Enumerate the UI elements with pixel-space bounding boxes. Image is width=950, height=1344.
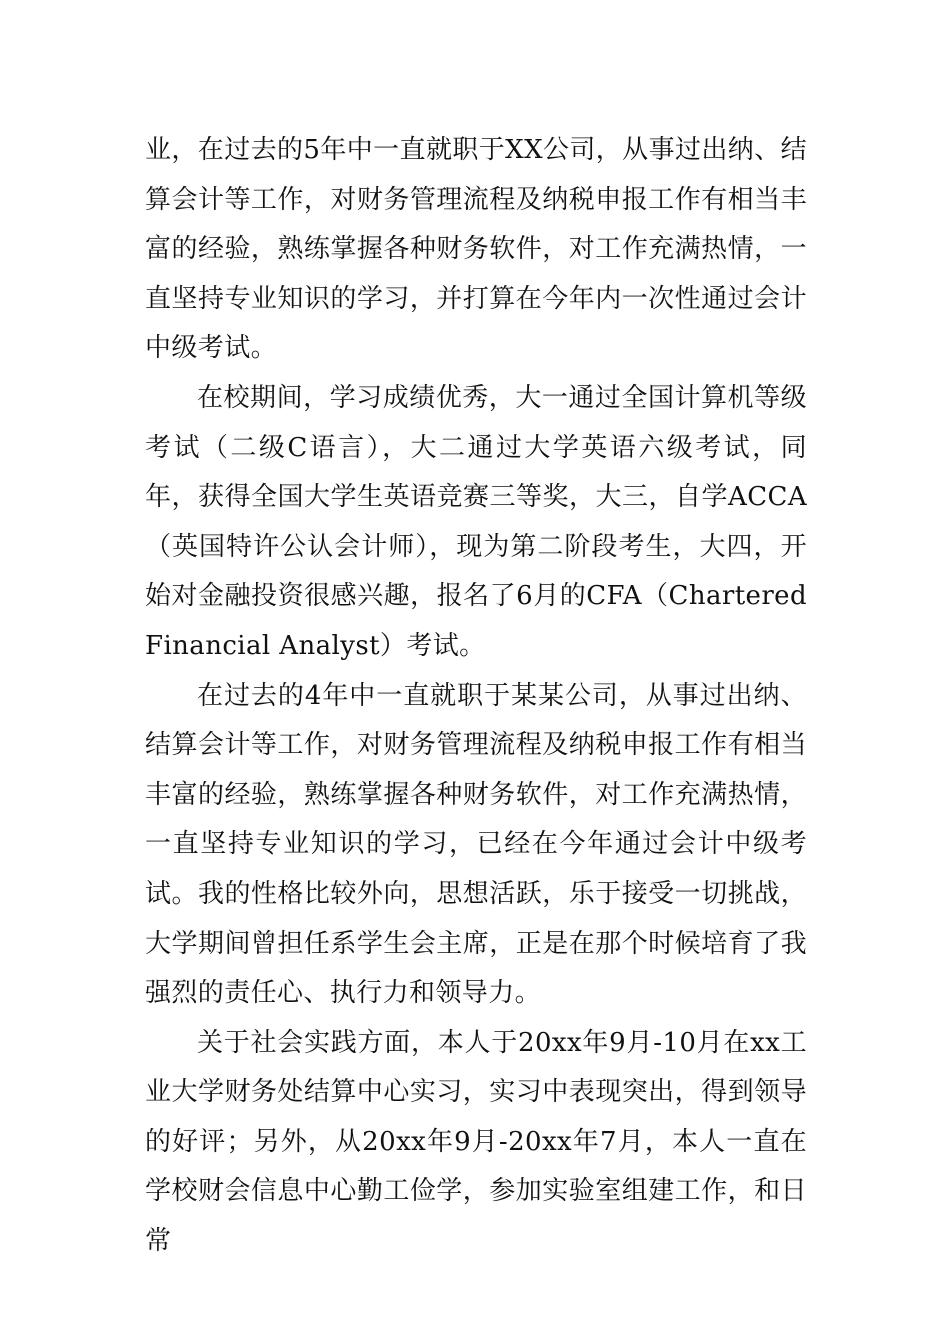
paragraph-social-practice: 关于社会实践方面，本人于20xx年9月-10月在xx工业大学财务处结算中心实习，实习中表现突出，得到领导的好评；另外，从20xx年9月-20xx年7月，本人一直在学校财会信息中心勤工俭学，参加实验室组建工作，和日常 — [145, 1027, 807, 1257]
paragraph-school-achievements: 在校期间，学习成绩优秀，大一通过全国计算机等级考试（二级C语言），大二通过大学英语六级考试，同年，获得全国大学生英语竞赛三等奖，大三，自学ACCA（英国特许公认会计师），现为第二阶段考生，大四，开始对金融投资很感兴趣，报名了6月的CFA（Chartered Financial Analyst）考试。 — [145, 382, 807, 661]
paragraph-work-experience-personality: 在过去的4年中一直就职于某某公司，从事过出纳、结算会计等工作，对财务管理流程及纳税申报工作有相当丰富的经验，熟练掌握各种财务软件，对工作充满热情，一直坚持专业知识的学习，已经在今年通过会计中级考试。我的性格比较外向，思想活跃，乐于接受一切挑战，大学期间曾担任系学生会主席，正是在那个时候培育了我强烈的责任心、执行力和领导力。 — [145, 680, 807, 1009]
paragraph-work-experience-continued: 业，在过去的5年中一直就职于XX公司，从事过出纳、结算会计等工作，对财务管理流程及纳税申报工作有相当丰富的经验，熟练掌握各种财务软件，对工作充满热情，一直坚持专业知识的学习，并打算在今年内一次性通过会计中级考试。 — [145, 135, 807, 364]
document-body — [145, 126, 807, 1267]
